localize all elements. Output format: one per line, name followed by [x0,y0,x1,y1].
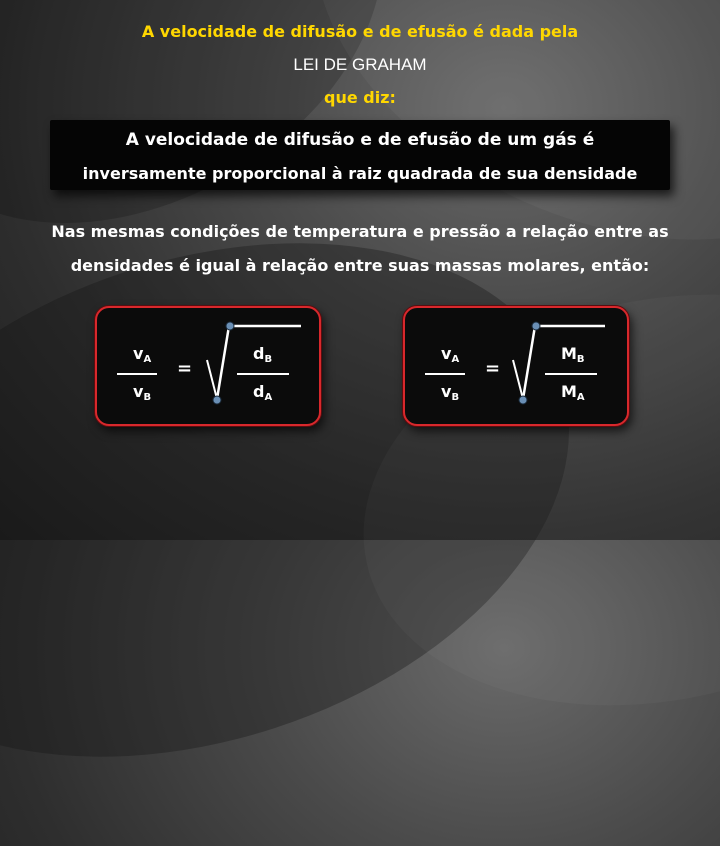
formula-box-density [95,306,321,426]
left-numerator: $v_A$ [441,344,460,365]
law-title: LEI DE GRAHAM [293,55,427,74]
heading-line-3: que diz: [324,88,396,107]
formula-box-molar-mass [403,306,629,426]
paragraph-line-2: densidades é igual à relação entre suas massas molares, então: [70,256,650,275]
definition-line-1: A velocidade de difusão e de efusão de um gás é [125,130,595,150]
paragraph-line-1: Nas mesmas condições de temperatura e pressão a relação entre as [51,222,669,241]
equals-sign: = [177,358,193,379]
radical-top-dot [226,322,234,330]
equals-sign: = [485,358,501,379]
right-numerator: $M_B$ [561,344,585,365]
radical-top-dot [532,322,540,330]
radical-stroke-short [513,360,523,399]
left-numerator: $v_A$ [133,344,152,365]
right-denominator: $M_A$ [561,382,585,403]
right-denominator: $d_A$ [253,382,273,403]
definition-line-2: inversamente proporcional à raiz quadrada de sua densidade [82,164,638,183]
radical-bottom-dot [519,396,527,404]
heading-line-1: A velocidade de difusão e de efusão é dada pela [141,22,579,41]
definition-box [50,120,670,190]
left-denominator: $v_B$ [441,382,460,403]
radical-stroke-long [217,326,229,399]
formula-graphics [405,308,627,424]
formula-graphics [97,308,319,424]
radical-bottom-dot [213,396,221,404]
right-numerator: $d_B$ [253,344,273,365]
radical-stroke-long [523,326,535,399]
radical-stroke-short [207,360,217,399]
left-denominator: $v_B$ [133,382,152,403]
